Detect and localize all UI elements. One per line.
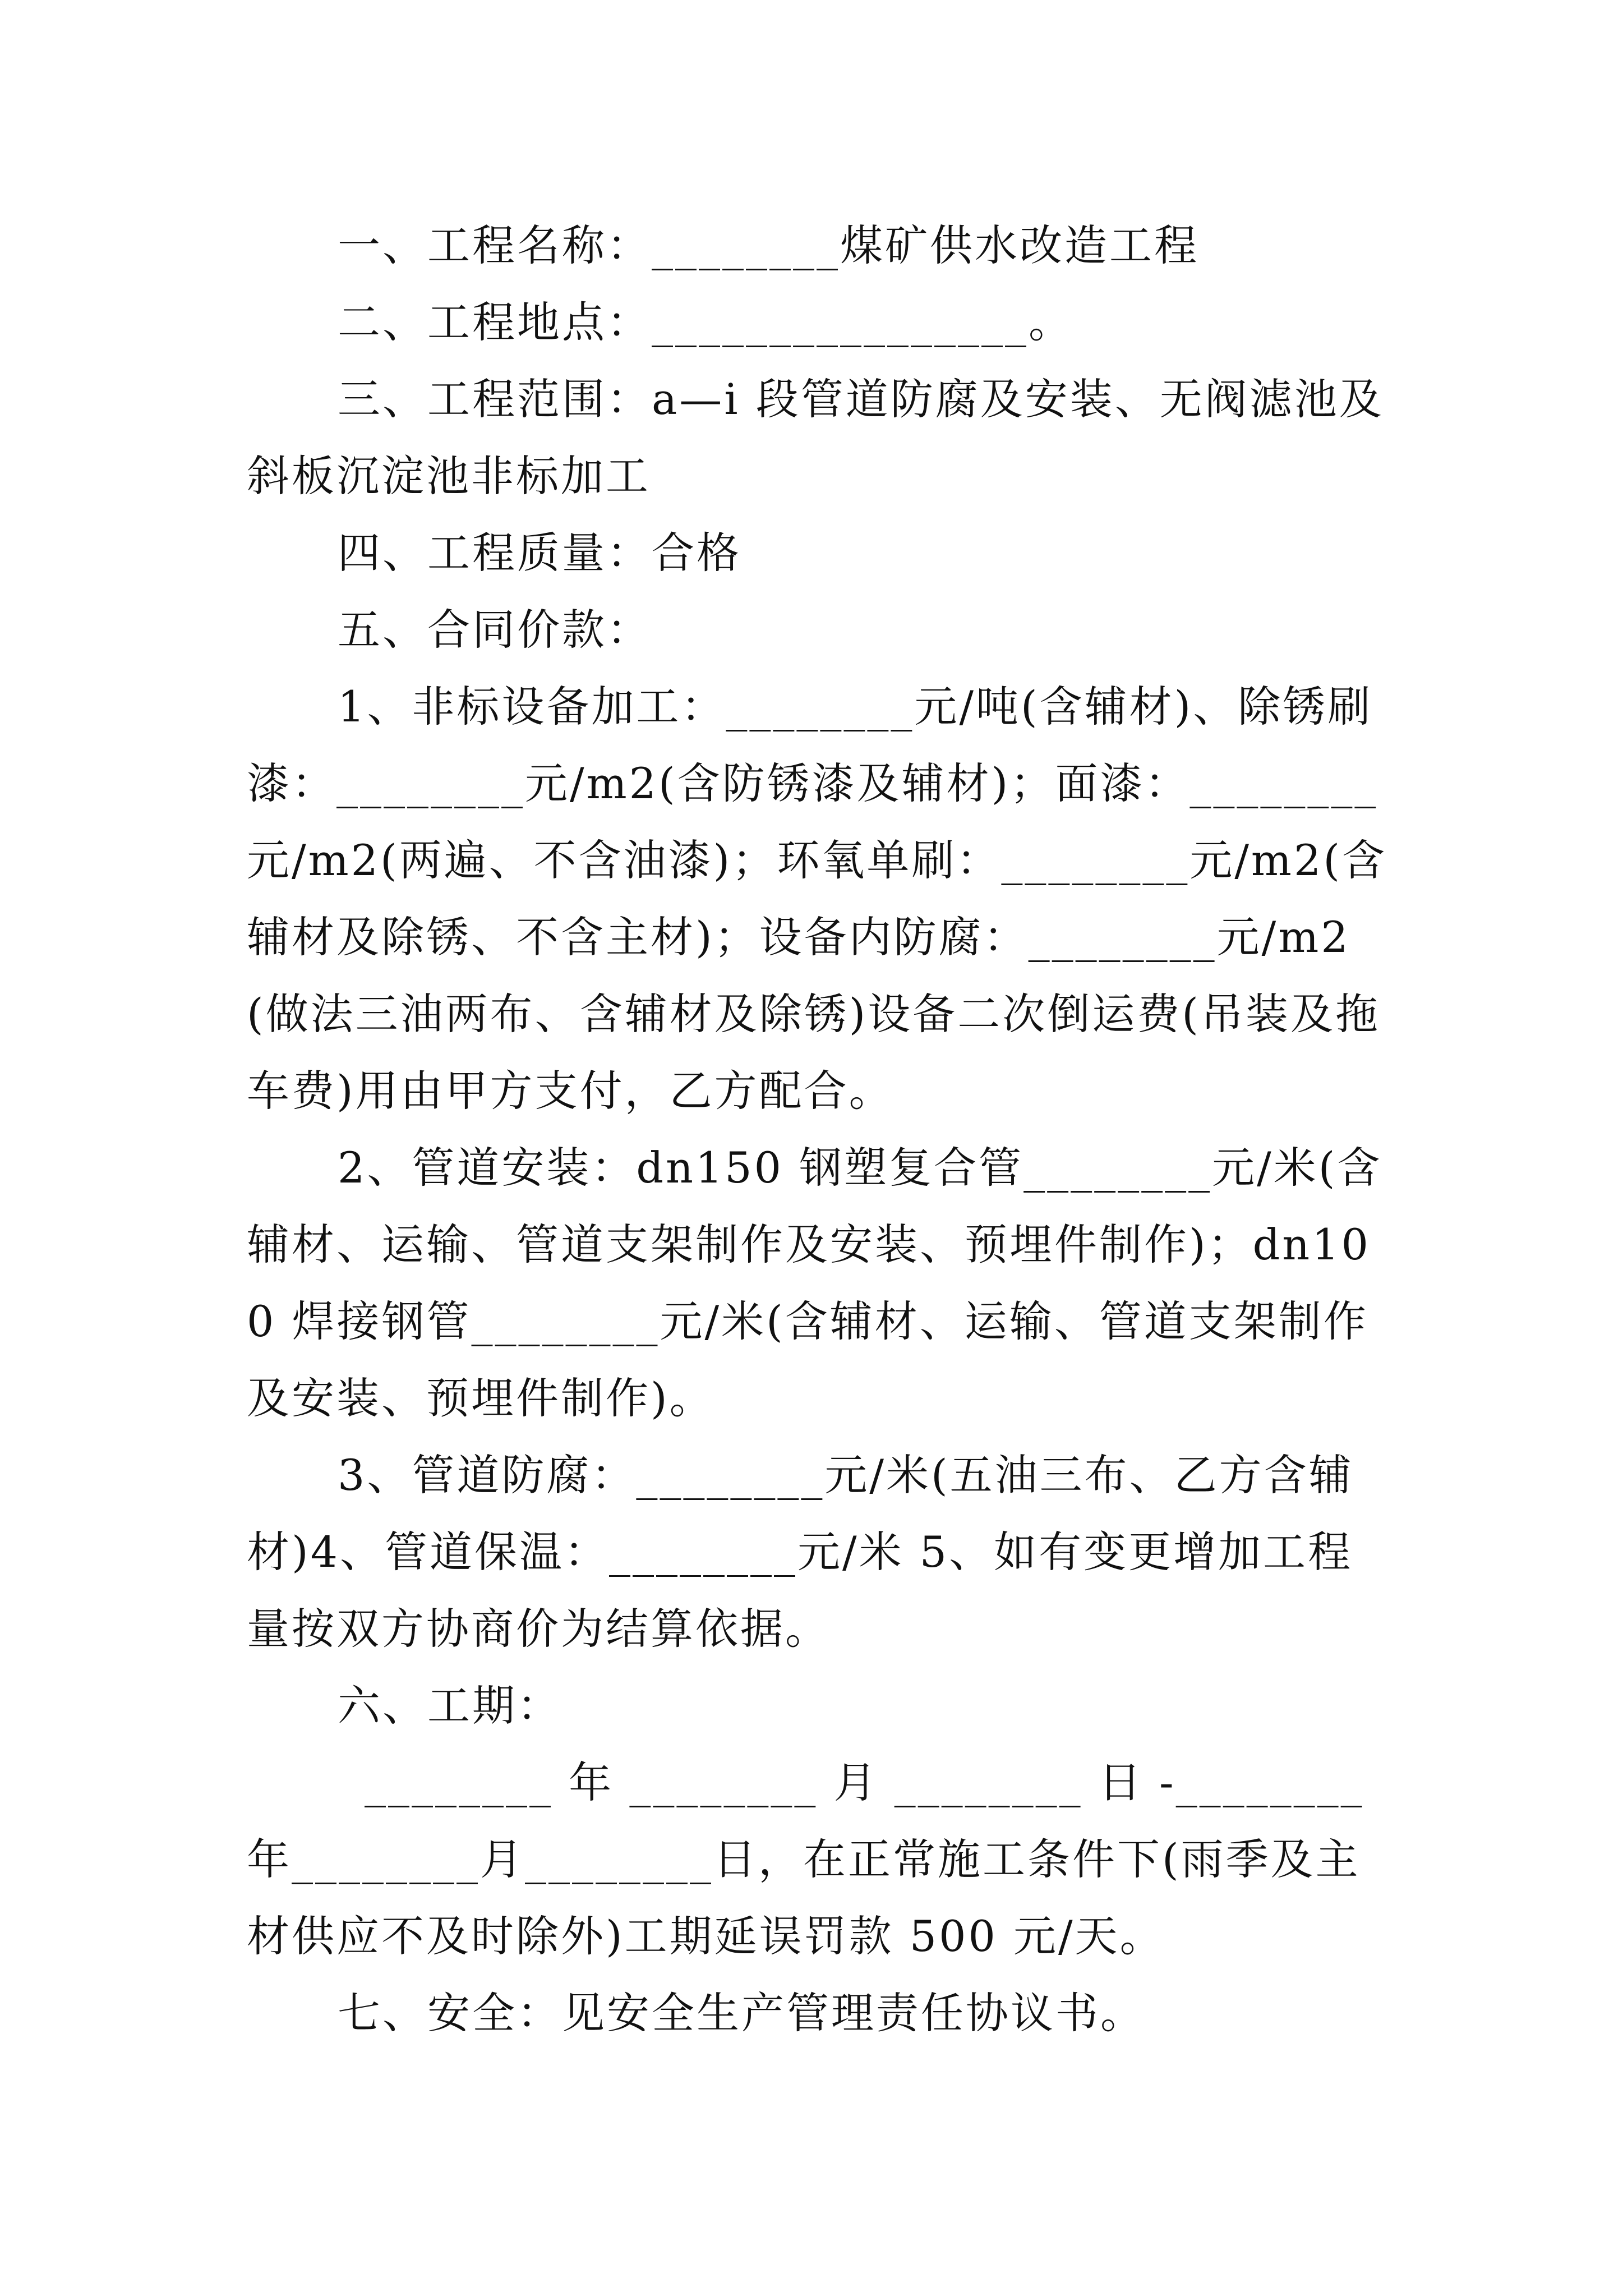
clause-project-quality: 四、工程质量：合格 — [338, 528, 741, 578]
clause-project-name: 一、工程名称：________煤矿供水改造工程 — [338, 220, 1199, 270]
clause-project-scope: 三、工程范围：a—i 段管道防腐及安装、无阀滤池及斜板沉淀池非标加工 — [247, 374, 1384, 501]
clause-project-location: 二、工程地点：________________。 — [338, 297, 1073, 347]
clause-schedule: 六、工期： — [338, 1681, 562, 1731]
price-item-pipe-anticorrosion: 3、管道防腐：________元/米(五油三布、乙方含辅材)4、管道保温：________元/米 5、如有变更增加工程量按双方协商价为结算依据。 — [247, 1450, 1354, 1654]
schedule-dates: ________ 年 ________ 月 ________ 日 -________ 年________月________日，在正常施工条件下(雨季及主材供应不及时除外)工期延误罚款 500 元/天。 — [247, 1757, 1364, 1961]
clause-contract-price: 五、合同价款： — [338, 605, 652, 655]
clause-safety: 七、安全：见安全生产管理责任协议书。 — [338, 1988, 1145, 2038]
price-item-pipe-install: 2、管道安装：dn150 钢塑复合管________元/米(含辅材、运输、管道支架制作及安装、预埋件制作)；dn100 焊接钢管________元/米(含辅材、运输、管道支架制作及安装、预埋件制作)。 — [247, 1143, 1382, 1423]
price-item-equipment: 1、非标设备加工：________元/吨(含辅材)、除锈刷漆：________元/m2(含防锈漆及辅材)；面漆：________元/m2(两遍、不含油漆)；环氧单刷：________元/m2(含辅材及除锈、不含主材)；设备内防腐：________元/m2(做法三油两布、含辅材及除锈)设备二次倒运费(吊装及拖车费)用由甲方支付，乙方配合。 — [247, 682, 1387, 1116]
